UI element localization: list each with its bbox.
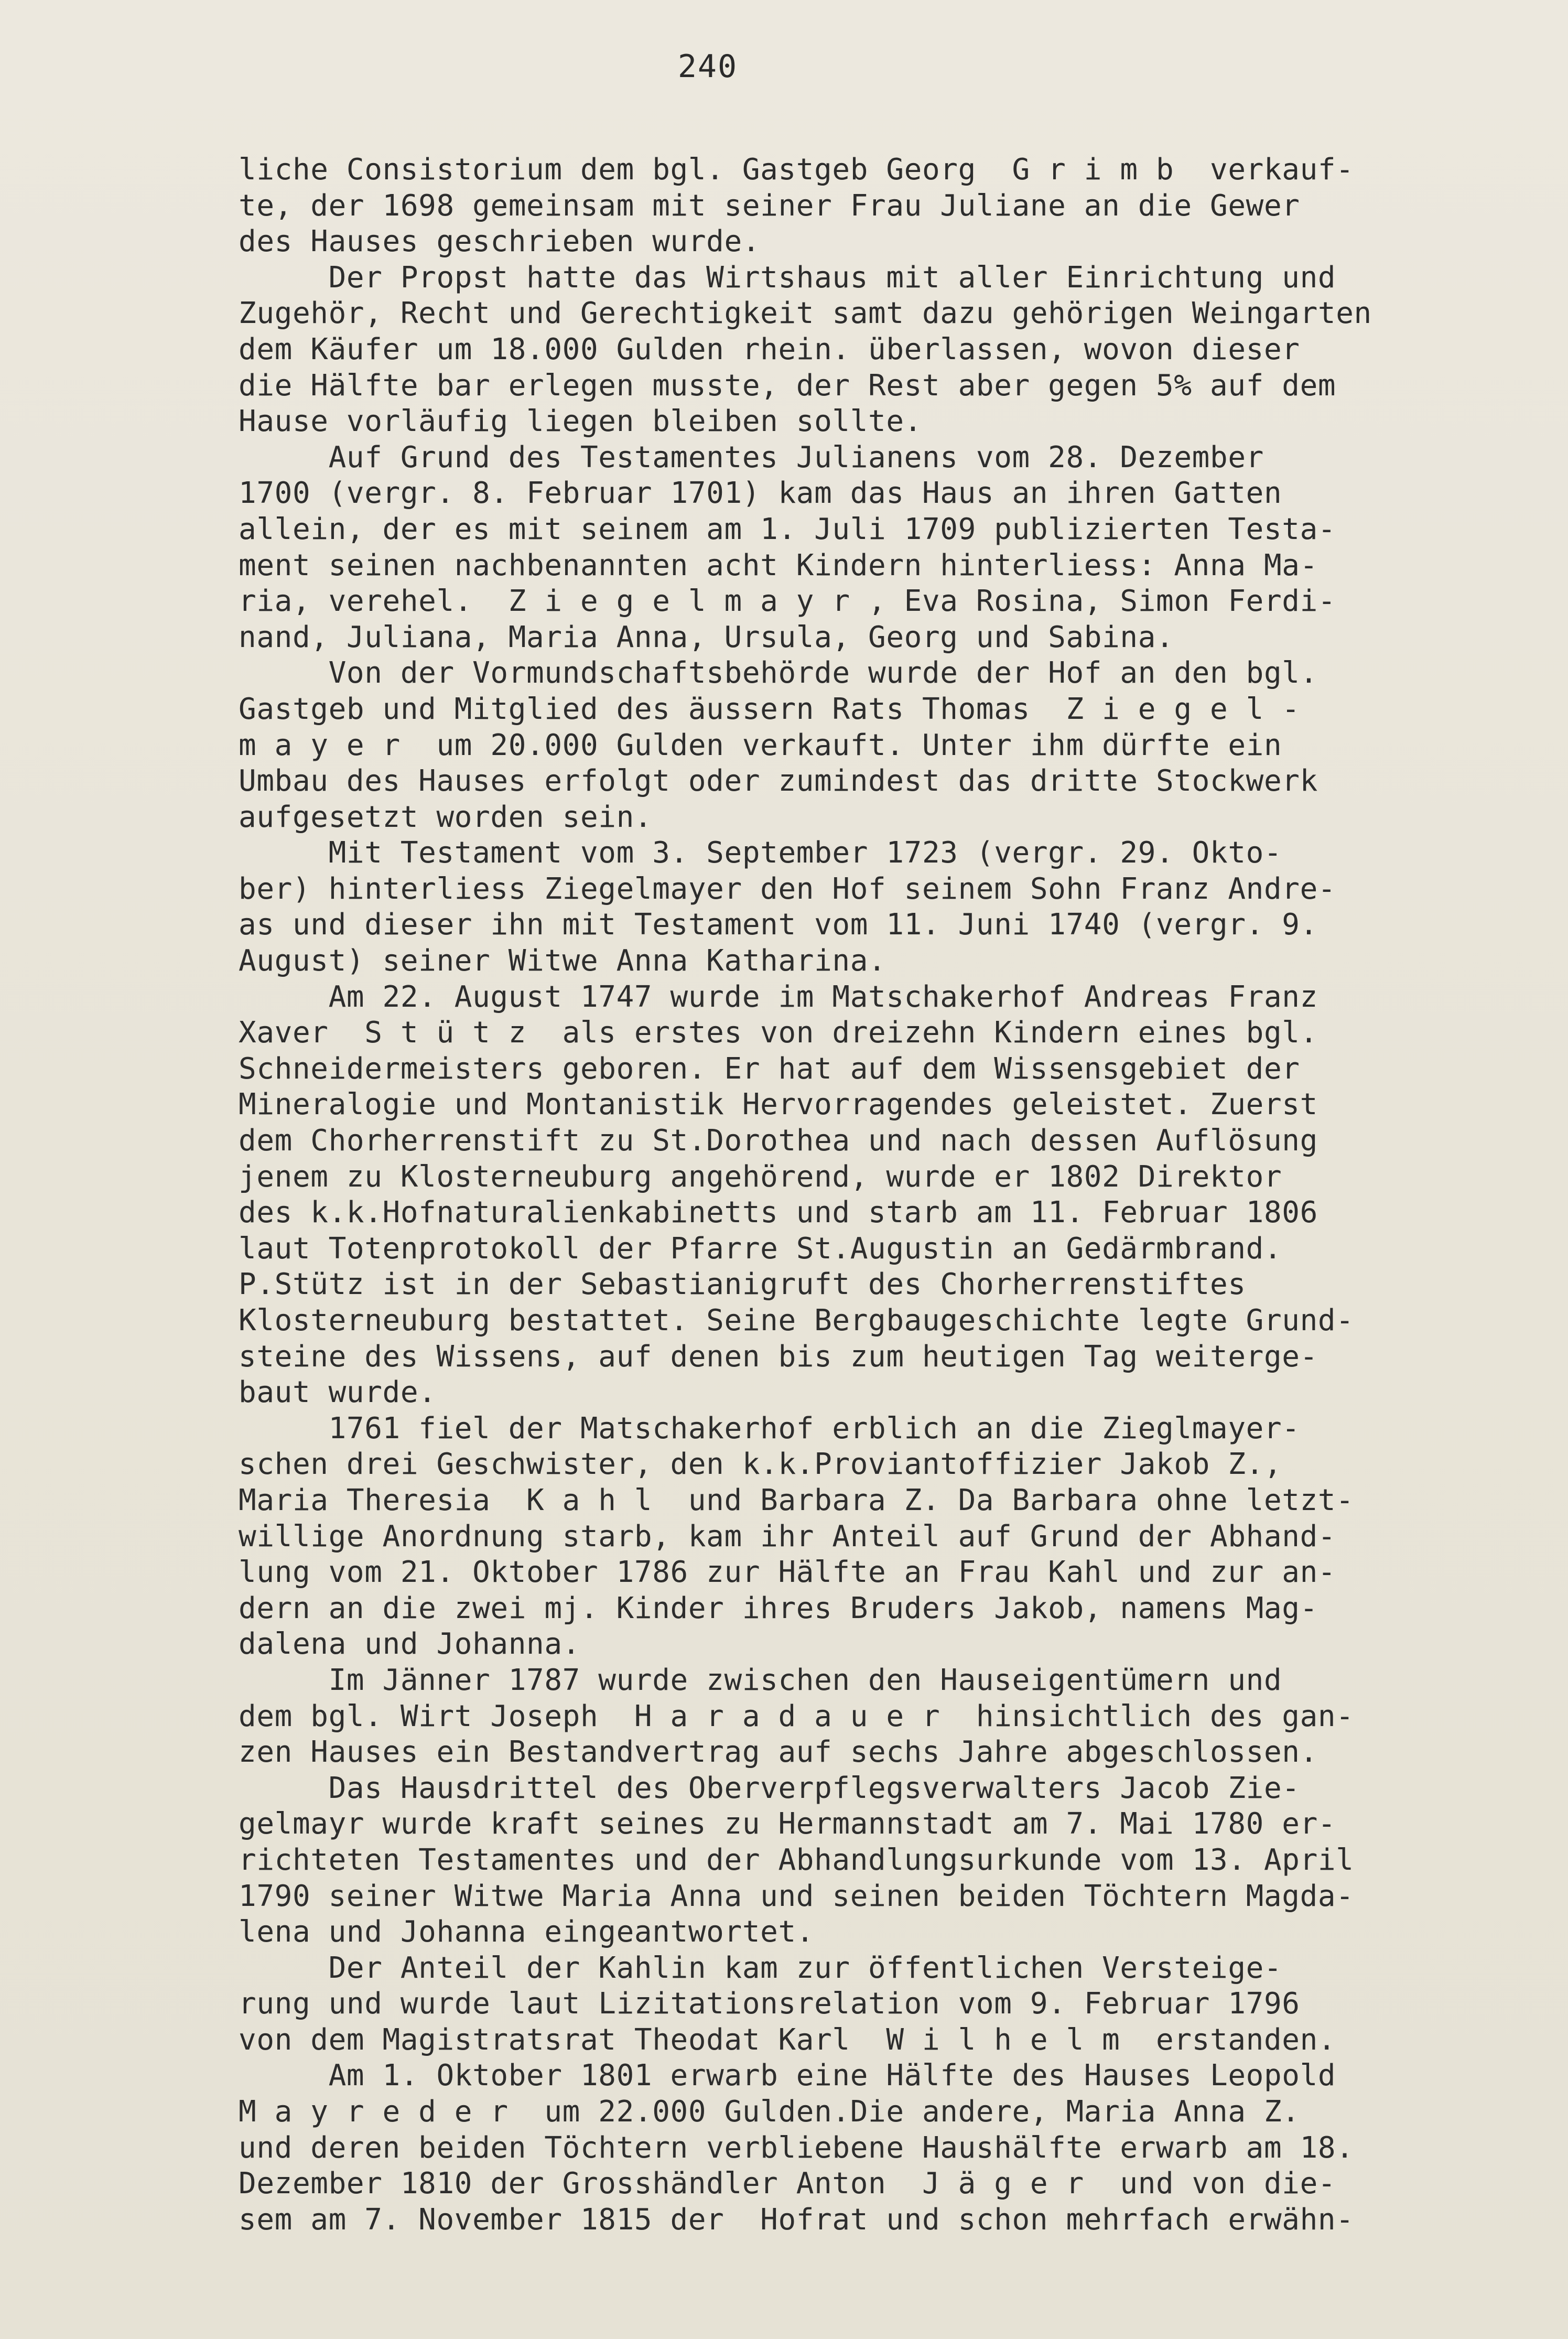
text-line: Im Jänner 1787 wurde zwischen den Hauseigentümern und — [239, 1663, 1282, 1697]
text-line: schen drei Geschwister, den k.k.Proviantoffizier Jakob Z., — [239, 1447, 1282, 1482]
text-line: Der Propst hatte das Wirtshaus mit aller Einrichtung und — [239, 260, 1336, 295]
text-line: richteten Testamentes und der Abhandlungsurkunde vom 13. April — [239, 1842, 1354, 1877]
text-line: Mit Testament vom 3. September 1723 (vergr. 29. Okto- — [239, 836, 1282, 870]
text-line: Umbau des Hauses erfolgt oder zumindest das dritte Stockwerk — [239, 764, 1318, 799]
text-line: nand, Juliana, Maria Anna, Ursula, Georg und Sabina. — [239, 620, 1174, 654]
text-line: ria, verehel. Z i e g e l m a y r , Eva Rosina, Simon Ferdi- — [239, 584, 1336, 619]
text-line: lena und Johanna eingeantwortet. — [239, 1915, 815, 1949]
text-line: Auf Grund des Testamentes Julianens vom 28. Dezember — [239, 440, 1264, 475]
text-line: zen Hauses ein Bestandvertrag auf sechs Jahre abgeschlossen. — [239, 1735, 1318, 1770]
text-line: lung vom 21. Oktober 1786 zur Hälfte an Frau Kahl und zur an- — [239, 1555, 1336, 1590]
text-line: Der Anteil der Kahlin kam zur öffentlichen Versteige- — [239, 1950, 1282, 1985]
text-line: gelmayr wurde kraft seines zu Hermannstadt am 7. Mai 1780 er- — [239, 1807, 1336, 1841]
text-line: rung und wurde laut Lizitationsrelation vom 9. Februar 1796 — [239, 1987, 1300, 2021]
body-text — [239, 152, 1533, 2238]
text-line: Von der Vormundschaftsbehörde wurde der Hof an den bgl. — [239, 656, 1318, 691]
text-line: liche Consistorium dem bgl. Gastgeb Georg G r i m b verkauf- — [239, 153, 1354, 187]
text-line: m a y e r um 20.000 Gulden verkauft. Unter ihm dürfte ein — [239, 728, 1282, 762]
text-line: Hause vorläufig liegen bleiben sollte. — [239, 404, 922, 439]
text-line: 1700 (vergr. 8. Februar 1701) kam das Haus an ihren Gatten — [239, 476, 1282, 511]
text-line: Gastgeb und Mitglied des äussern Rats Thomas Z i e g e l - — [239, 692, 1300, 726]
text-line: dem Chorherrenstift zu St.Dorothea und nach dessen Auflösung — [239, 1124, 1318, 1158]
text-line: Am 1. Oktober 1801 erwarb eine Hälfte des Hauses Leopold — [239, 2058, 1336, 2093]
text-line: Zugehör, Recht und Gerechtigkeit samt dazu gehörigen Weingarten — [239, 296, 1372, 331]
text-line: P.Stütz ist in der Sebastianigruft des Chorherrenstiftes — [239, 1267, 1246, 1302]
text-line: as und dieser ihn mit Testament vom 11. Juni 1740 (vergr. 9. — [239, 908, 1318, 942]
text-line: des Hauses geschrieben wurde. — [239, 224, 761, 259]
text-line: und deren beiden Töchtern verbliebene Haushälfte erwarb am 18. — [239, 2130, 1354, 2165]
text-line: ment seinen nachbenannten acht Kindern hinterliess: Anna Ma- — [239, 548, 1318, 583]
text-line: te, der 1698 gemeinsam mit seiner Frau Juliane an die Gewer — [239, 188, 1300, 223]
text-line: Schneidermeisters geboren. Er hat auf dem Wissensgebiet der — [239, 1051, 1300, 1086]
text-line: Dezember 1810 der Grosshändler Anton J ä g e r und von die- — [239, 2166, 1336, 2201]
text-line: laut Totenprotokoll der Pfarre St.Augustin an Gedärmbrand. — [239, 1231, 1282, 1266]
text-line: dalena und Johanna. — [239, 1627, 580, 1662]
text-line: des k.k.Hofnaturalienkabinetts und starb am 11. Februar 1806 — [239, 1195, 1318, 1230]
text-line: ber) hinterliess Ziegelmayer den Hof seinem Sohn Franz Andre- — [239, 871, 1336, 906]
text-line: allein, der es mit seinem am 1. Juli 1709 publizierten Testa- — [239, 512, 1336, 546]
text-line: aufgesetzt worden sein. — [239, 800, 653, 834]
text-line: dem bgl. Wirt Joseph H a r a d a u e r hinsichtlich des gan- — [239, 1699, 1354, 1733]
text-line: Am 22. August 1747 wurde im Matschakerhof Andreas Franz — [239, 979, 1318, 1014]
text-line: M a y r e d e r um 22.000 Gulden.Die andere, Maria Anna Z. — [239, 2095, 1300, 2129]
text-line: Das Hausdrittel des Oberverpflegsverwalters Jacob Zie- — [239, 1771, 1300, 1805]
text-line: steine des Wissens, auf denen bis zum heutigen Tag weiterge- — [239, 1339, 1318, 1374]
text-line: Klosterneuburg bestattet. Seine Bergbaugeschichte legte Grund- — [239, 1303, 1354, 1338]
text-line: Mineralogie und Montanistik Hervorragendes geleistet. Zuerst — [239, 1087, 1318, 1122]
text-line: sem am 7. November 1815 der Hofrat und schon mehrfach erwähn- — [239, 2202, 1354, 2237]
text-line: August) seiner Witwe Anna Katharina. — [239, 944, 886, 978]
text-line: dern an die zwei mj. Kinder ihres Bruders Jakob, namens Mag- — [239, 1591, 1318, 1625]
text-line: jenem zu Klosterneuburg angehörend, wurde er 1802 Direktor — [239, 1159, 1282, 1194]
text-line: willige Anordnung starb, kam ihr Anteil auf Grund der Abhand- — [239, 1519, 1336, 1554]
text-line: 1761 fiel der Matschakerhof erblich an die Zieglmayer- — [239, 1411, 1300, 1446]
text-line: 1790 seiner Witwe Maria Anna und seinen beiden Töchtern Magda- — [239, 1879, 1354, 1913]
page-number: 240 — [677, 48, 738, 85]
text-line: von dem Magistratsrat Theodat Karl W i l h e l m erstanden. — [239, 2022, 1336, 2057]
text-line: dem Käufer um 18.000 Gulden rhein. überlassen, wovon dieser — [239, 332, 1300, 367]
text-line: die Hälfte bar erlegen musste, der Rest aber gegen 5% auf dem — [239, 368, 1336, 403]
text-line: baut wurde. — [239, 1375, 437, 1410]
text-line: Xaver S t ü t z als erstes von dreizehn Kindern eines bgl. — [239, 1016, 1318, 1050]
text-line: Maria Theresia K a h l und Barbara Z. Da Barbara ohne letzt- — [239, 1483, 1354, 1517]
